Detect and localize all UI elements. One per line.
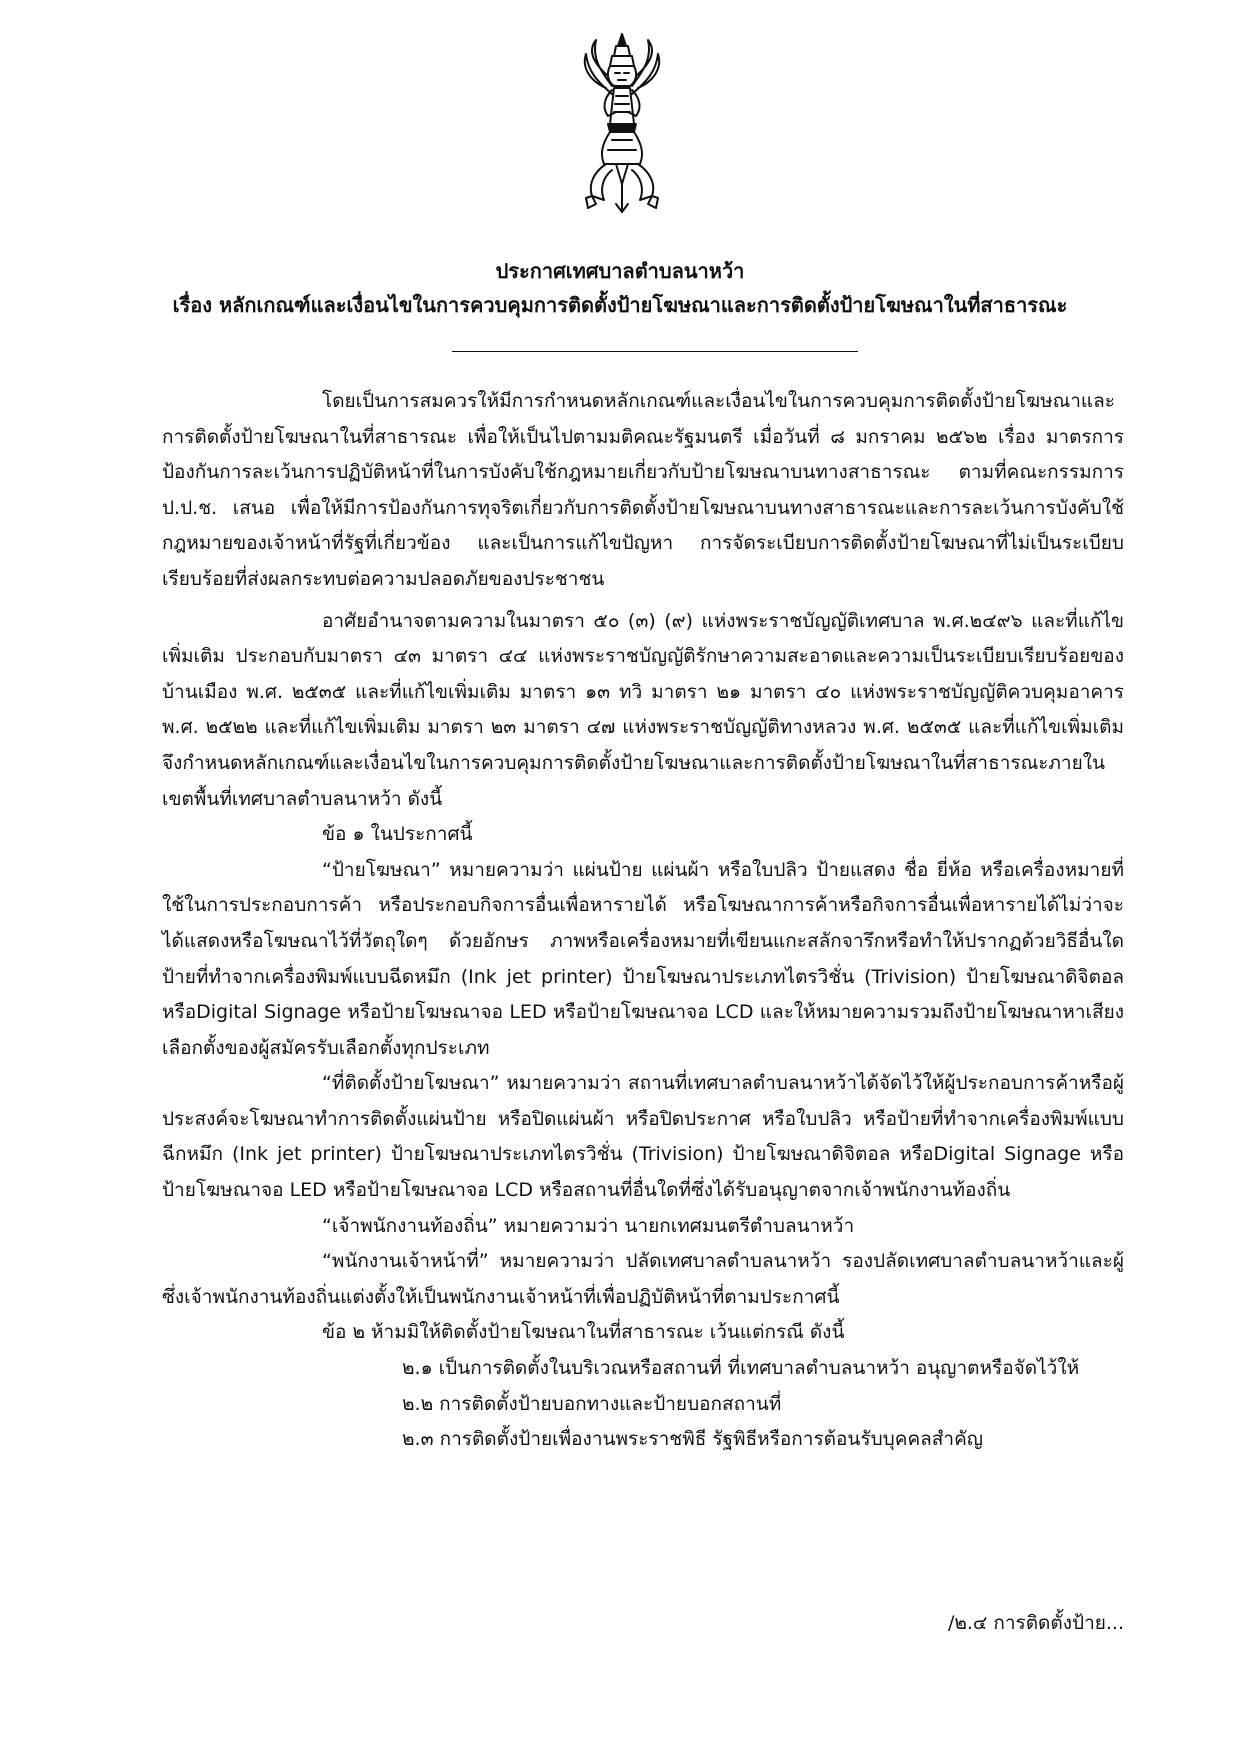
announcement-subject: เรื่อง หลักเกณฑ์และเงื่อนไขในการควบคุมการติดตั้งป้ายโฆษณาและการติดตั้งป้ายโฆษณาในที่สาธารณะ (172, 293, 1068, 317)
subitem-2-3: ๒.๓ การติดตั้งป้ายเพื่องานพระราชพิธี รัฐพิธีหรือการต้อนรับบุคคลสำคัญ (402, 1428, 983, 1451)
definition-sign-location: “ที่ติดตั้งป้ายโฆษณา” หมายความว่า สถานที่เทศบาลตำบลนาหว้าได้จัดไว้ให้ผู้ประกอบการค้าหรือผู้ประสงค์จะโฆษณาทำการติดตั้งแผ่นป้าย หรือปิดแผ่นผ้า หรือปิดประกาศ หรือใบปลิว หรือป้ายที่ทำจากเครื่องพิมพ์แบบฉีกหมึก (Ink jet printer) ป้ายโฆษณาประเภทไตรวิชั่น (Trivision) ป้ายโฆษณาดิจิตอล หรือDigital Signage หรือป้ายโฆษณาจอ LED หรือป้ายโฆษณาจอ LCD หรือสถานที่อื่นใดที่ซึ่งได้รับอนุญาตจากเจ้าพนักงานท้องถิ่น (162, 1072, 1124, 1202)
announcement-body (162, 384, 1124, 1458)
subitem-2-1: ๒.๑ เป็นการติดตั้งในบริเวณหรือสถานที่ ที่เทศบาลตำบลนาหว้า อนุญาตหรือจัดไว้ให้ (402, 1357, 1080, 1380)
item-2-heading: ข้อ ๒ ห้ามมิให้ติดตั้งป้ายโฆษณาในที่สาธารณะ เว้นแต่กรณี ดังนี้ (322, 1321, 845, 1344)
definition-advertising-sign: “ป้ายโฆษณา” หมายความว่า แผ่นป้าย แผ่นผ้า หรือใบปลิว ป้ายแสดง ชื่อ ยี่ห้อ หรือเครื่องหมายที่ใช้ในการประกอบการค้า หรือประกอบกิจการอื่นเพื่อหารายได้ หรือโฆษณาการค้าหรือกิจการอื่นเพื่อหารายได้ไม่ว่าจะได้แสดงหรือโฆษณาไว้ที่วัตถุใดๆ ด้วยอักษร ภาพหรือเครื่องหมายที่เขียนแกะสลักจารึกหรือทำให้ปรากฏด้วยวิธีอื่นใด ป้ายที่ทำจากเครื่องพิมพ์แบบฉีดหมึก (Ink jet printer) ป้ายโฆษณาประเภทไตรวิชั่น (Trivision) ป้ายโฆษณาดิจิตอล หรือDigital Signage หรือป้ายโฆษณาจอ LED หรือป้ายโฆษณาจอ LCD และให้หมายความรวมถึงป้ายโฆษณาหาเสียงเลือกตั้งของผู้สมัครรับเลือกตั้งทุกประเภท (162, 858, 1124, 1059)
definition-competent-officer: “พนักงานเจ้าหน้าที่” หมายความว่า ปลัดเทศบาลตำบลนาหว้า รองปลัดเทศบาลตำบลนาหว้าและผู้ซึ่งเจ้าพนักงานท้องถิ่นแต่งตั้งให้เป็นพนักงานเจ้าหน้าที่เพื่อปฏิบัติหน้าที่ตามประกาศนี้ (162, 1250, 1124, 1308)
item-1-heading: ข้อ ๑ ในประกาศนี้ (322, 823, 473, 846)
preamble-paragraph: โดยเป็นการสมควรให้มีการกำหนดหลักเกณฑ์และเงื่อนไขในการควบคุมการติดตั้งป้ายโฆษณาและการติดตั้งป้ายโฆษณาในที่สาธารณะ เพื่อให้เป็นไปตามมติคณะรัฐมนตรี เมื่อวันที่ ๘ มกราคม ๒๕๖๒ เรื่อง มาตรการป้องกันการละเว้นการปฏิบัติหน้าที่ในการบังคับใช้กฎหมายเกี่ยวกับป้ายโฆษณาบนทางสาธารณะ ตามที่คณะกรรมการ ป.ป.ช. เสนอ เพื่อให้มีการป้องกันการทุจริตเกี่ยวกับการติดตั้งป้ายโฆษณาบนทางสาธารณะและการละเว้นการบังคับใช้กฎหมายของเจ้าหน้าที่รัฐที่เกี่ยวข้อง และเป็นการแก้ไขปัญหา การจัดระเบียบการติดตั้งป้ายโฆษณาที่ไม่เป็นระเบียบเรียบร้อยที่ส่งผลกระทบต่อความปลอดภัยของประชาชน (162, 390, 1124, 590)
continuation-note: /๒.๔ การติดตั้งป้าย... (947, 1612, 1124, 1634)
authority-paragraph: อาศัยอำนาจตามความในมาตรา ๕๐ (๓) (๙) แห่งพระราชบัญญัติเทศบาล พ.ศ.๒๔๙๖ และที่แก้ไขเพิ่มเติม ประกอบกับมาตรา ๔๓ มาตรา ๔๔ แห่งพระราชบัญญัติรักษาความสะอาดและความเป็นระเบียบเรียบร้อยของบ้านเมือง พ.ศ. ๒๕๓๕ และที่แก้ไขเพิ่มเติม มาตรา ๑๓ ทวิ มาตรา ๒๑ มาตรา ๔๐ แห่งพระราชบัญญัติควบคุมอาคาร พ.ศ. ๒๕๒๒ และที่แก้ไขเพิ่มเติม มาตรา ๒๓ มาตรา ๔๗ แห่งพระราชบัญญัติทางหลวง พ.ศ. ๒๕๓๕ และที่แก้ไขเพิ่มเติม จึงกำหนดหลักเกณฑ์และเงื่อนไขในการควบคุมการติดตั้งป้ายโฆษณาและการติดตั้งป้ายโฆษณาในที่สาธารณะภายในเขตพื้นที่เทศบาลตำบลนาหว้า ดังนี้ (162, 609, 1124, 810)
announcement-title: ประกาศเทศบาลตำบลนาหว้า (495, 259, 745, 283)
subitem-2-2: ๒.๒ การติดตั้งป้ายบอกทางและป้ายบอกสถานที่ (402, 1392, 782, 1415)
definition-local-official: “เจ้าพนักงานท้องถิ่น” หมายความว่า นายกเทศมนตรีตำบลนาหว้า (322, 1214, 855, 1237)
title-divider (452, 351, 858, 352)
garuda-emblem-icon (578, 28, 666, 228)
